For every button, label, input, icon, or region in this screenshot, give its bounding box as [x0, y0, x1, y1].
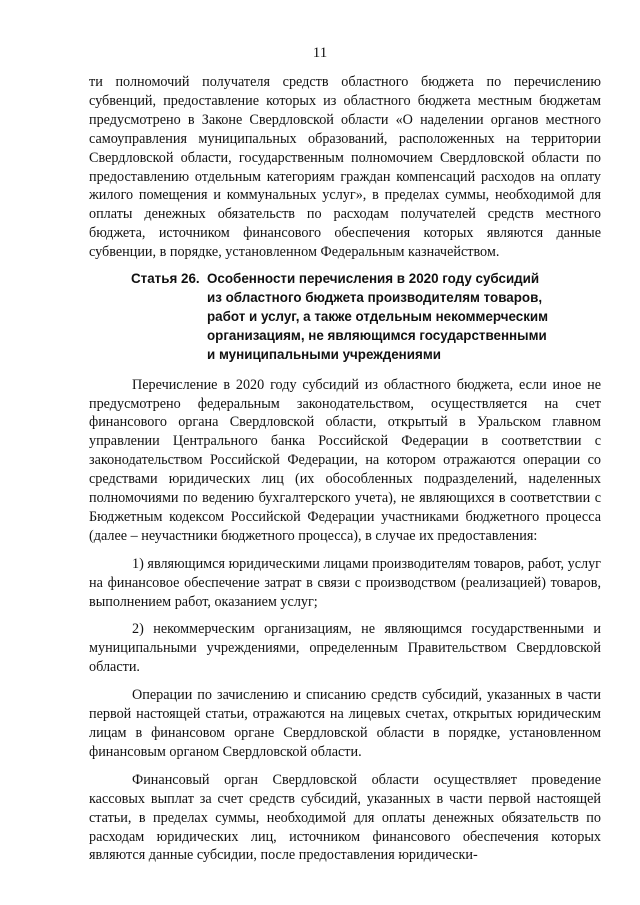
article-title-line: и муниципальными учреждениями — [207, 346, 441, 362]
article-title-line: работ и услуг, а также отдельным некоммерческим — [207, 308, 549, 324]
paragraph: Перечисление в 2020 году субсидий из областного бюджета, если иное не предусмотрено федеральным законодательством, осуществляется на счет финансового органа Свердловской области, открытый в Уральском главном управлении Центрального банка Российской Федерации в соответствии с законодательством Российской Федерации, на котором отражаются операции со средствами юридических лиц (их обособленных подразделений, наделенных полномочиями по ведению бухгалтерского учета), не являющихся в соответствии с Бюджетным кодексом Российской Федерации участниками бюджетного процесса (далее – неучастники бюджетного процесса), в случае их предоставления: — [89, 376, 601, 544]
article-title-line: организациям, не являющимся государственными — [207, 327, 547, 343]
article-title — [207, 270, 601, 365]
article-label: Статья 26. — [131, 271, 200, 287]
list-item: 1) являющимся юридическими лицами производителям товаров, работ, услуг на финансовое обеспечение затрат в связи с производством (реализацией) товаров, выполнением работ, оказанием услуг; — [89, 555, 601, 610]
page-number: 11 — [312, 45, 328, 61]
list-item: 2) некоммерческим организациям, не являющимся государственными и муниципальными учреждениями, определенным Правительством Свердловской области. — [89, 621, 601, 676]
article-title-line: Особенности перечисления в 2020 году субсидий — [207, 271, 540, 287]
article-heading — [89, 270, 601, 365]
document-body — [89, 73, 601, 865]
paragraph-continuation: ти полномочий получателя средств областного бюджета по перечислению субвенций, предоставление которых из областного бюджета местным бюджетам предусмотрено в Законе Свердловской области «О наделении органов местного самоуправления муниципальных образований, расположенных на территории Свердловской области, государственным полномочием Свердловской области по предоставлению отдельным категориям граждан компенсаций расходов на оплату жилого помещения и коммунальных услуг», в пределах суммы, необходимой для оплаты денежных обязательств по расходам получателей средств местного бюджета, источником финансового обеспечения которых являются данные субвенции, в порядке, установленном Федеральным казначейством. — [89, 74, 601, 261]
paragraph: Финансовый орган Свердловской области осуществляет проведение кассовых выплат за счет средств субсидий, указанных в части первой настоящей статьи, в пределах суммы, необходимой для оплаты денежных обязательств по расходам юридических лиц, источником финансового обеспечения которых являются данные субсидии, после предоставления юридически- — [89, 771, 601, 864]
article-title-line: из областного бюджета производителям товаров, — [207, 289, 543, 305]
paragraph: Операции по зачислению и списанию средств субсидий, указанных в части первой настоящей статьи, отражаются на лицевых счетах, открытых юридическим лицам в финансовом органе Свердловской области в порядке, установленном финансовым органом Свердловской области. — [89, 687, 601, 760]
